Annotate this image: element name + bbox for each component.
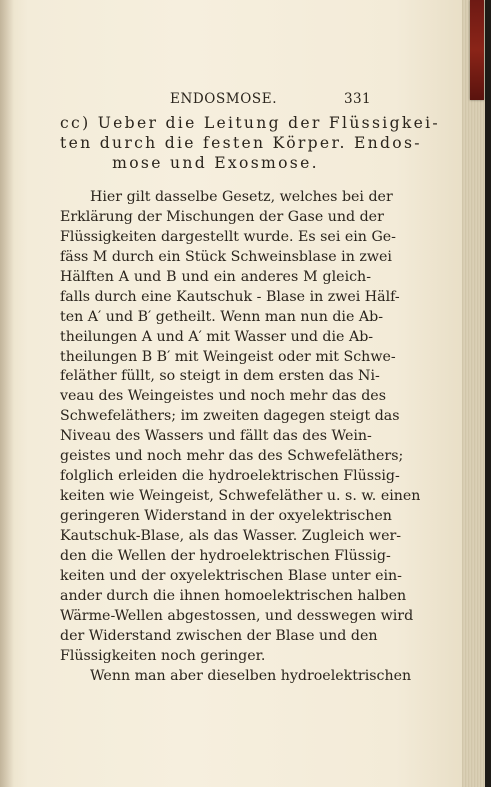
text-line: Wärme-Wellen abgestossen, und desswegen wird xyxy=(60,607,414,624)
text-line: feläther füllt, so steigt in dem ersten das Ni- xyxy=(60,368,380,385)
text-line: Hälften A und B und ein anderes M gleich- xyxy=(60,268,371,285)
text-line: Hier gilt dasselbe Gesetz, welches bei der xyxy=(90,189,393,205)
running-head-title: ENDOSMOSE. xyxy=(170,91,278,107)
text-line: geringeren Widerstand in der oxyelektrischen xyxy=(60,508,392,524)
text-line: Flüssigkeiten dargestellt wurde. Es sei ein Ge- xyxy=(60,228,396,245)
text-line: keiten und der oxyelektrischen Blase unter ein- xyxy=(60,567,402,584)
text-line: folglich erleiden die hydroelektrischen Flüssig- xyxy=(60,468,400,485)
text-line: Schwefeläthers; im zweiten dagegen steigt das xyxy=(60,408,400,425)
text-line: geistes und noch mehr das des Schwefeläthers; xyxy=(60,448,404,465)
body-text xyxy=(60,188,421,686)
page-number: 331 xyxy=(344,91,371,107)
text-line: Kautschuk-Blase, als das Wasser. Zugleich wer- xyxy=(60,527,402,544)
text-line: keiten wie Weingeist, Schwefeläther u. s. w. einen xyxy=(60,488,421,505)
section-heading xyxy=(60,113,440,173)
section-heading-line: mose und Exosmose. xyxy=(112,154,319,172)
paragraph xyxy=(60,667,412,687)
text-line: der Widerstand zwischen der Blase und den xyxy=(60,627,378,644)
text-line: Niveau des Wassers und fällt das des Wein- xyxy=(60,428,372,445)
text-line: ander durch die ihnen homoelektrischen halben xyxy=(60,587,407,604)
text-line: den die Wellen der hydroelektrischen Flüssig- xyxy=(60,547,391,564)
text-line: veau des Weingeistes und noch mehr das des xyxy=(60,388,386,405)
text-line: Erklärung der Mischungen der Gase und der xyxy=(60,208,384,225)
paragraph xyxy=(60,188,421,667)
text-line: theilungen A und A′ mit Wasser und die Ab- xyxy=(60,328,374,345)
text-line: Wenn man aber dieselben hydroelektrischen xyxy=(90,667,412,684)
text-line: ten A′ und B′ getheilt. Wenn man nun die Ab- xyxy=(60,308,383,325)
text-line: theilungen B B′ mit Weingeist oder mit Schwe- xyxy=(60,348,396,365)
text-line: fäss M durch ein Stück Schweinsblase in zwei xyxy=(60,248,392,265)
section-heading-line: ten durch die festen Körper. Endos- xyxy=(60,134,422,152)
running-head xyxy=(60,90,371,108)
ribbon-bookmark xyxy=(470,0,484,100)
text-line: Flüssigkeiten noch geringer. xyxy=(60,647,266,664)
gutter-shadow xyxy=(0,0,14,787)
section-heading-line: cc) Ueber die Leitung der Flüssigkei- xyxy=(60,114,440,132)
page-edges xyxy=(462,0,491,787)
text-line: falls durch eine Kautschuk - Blase in zwei Hälf- xyxy=(60,288,400,305)
